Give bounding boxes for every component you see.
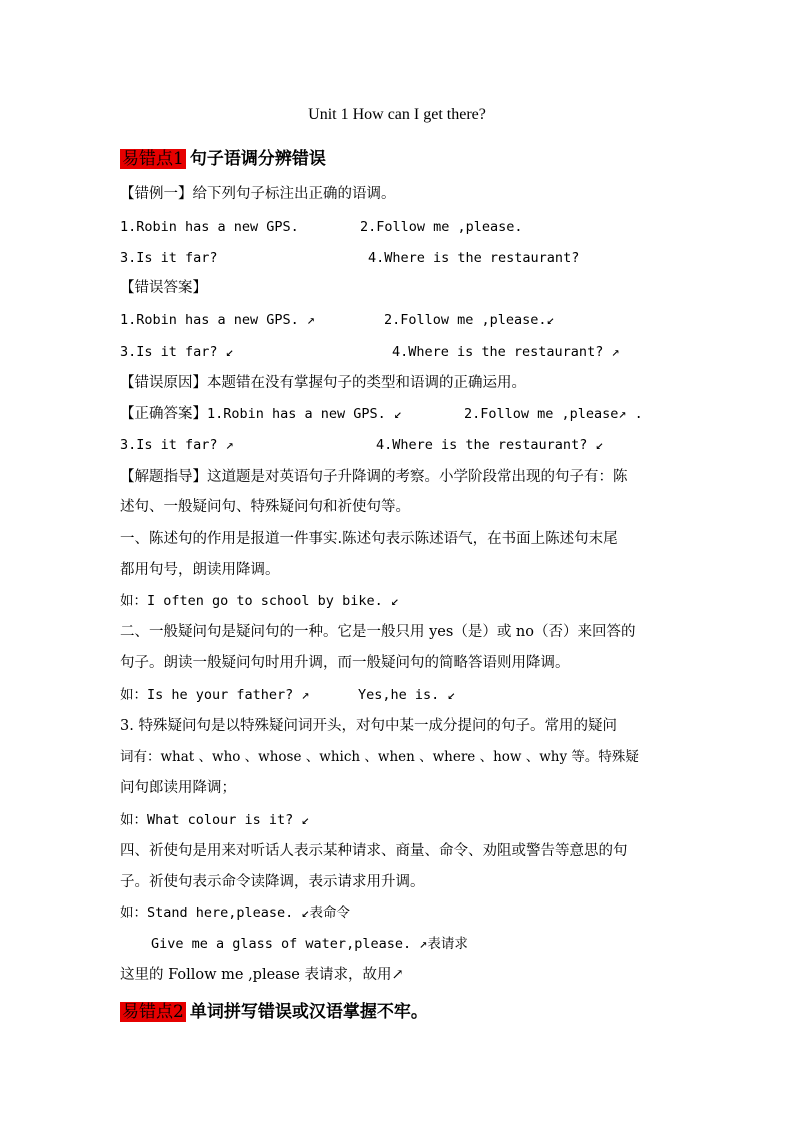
example-sentence-3: 3.Is it far? xyxy=(120,250,218,266)
example-label: 【错例一】给下列句子标注出正确的语调。 xyxy=(120,186,396,202)
example-sentence-1: 1.Robin has a new GPS. xyxy=(120,219,299,235)
correct-answer-label: 【正确答案】 xyxy=(120,406,207,422)
guide-paragraph-4c: 问句郎读用降调； xyxy=(120,780,236,796)
correct-answer-1: 1.Robin has a new GPS. ↙ xyxy=(207,406,403,422)
guide-example-5b: Give me a glass of water,please. ↗表请求 xyxy=(151,936,468,952)
section-tag: 易错点2 xyxy=(122,1002,184,1022)
correct-answer-3: 3.Is it far? ↗ xyxy=(120,437,234,453)
example-sentence-2: 2.Follow me ,please. xyxy=(360,219,523,235)
correct-answer-row-1 xyxy=(120,404,402,424)
guide-example-3b: Yes,he is. ↙ xyxy=(358,687,456,703)
example-sentence-4: 4.Where is the restaurant? xyxy=(368,250,580,266)
guide-paragraph-4b: 词有：what 、who 、whose 、which 、when 、where 、how 、why 等。特殊疑 xyxy=(120,749,639,765)
section-title: 单词拼写错误或汉语掌握不牢。 xyxy=(189,1002,428,1022)
section-tag: 易错点1 xyxy=(122,149,184,169)
wrong-answer-4: 4.Where is the restaurant? ↗ xyxy=(392,344,620,360)
section-heading-1 xyxy=(120,147,326,171)
guide-paragraph-3b: 句子。朗读一般疑问句时用升调，而一般疑问句的简略答语则用降调。 xyxy=(120,655,570,671)
guide-paragraph-3a: 二、一般疑问句是疑问句的一种。它是一般只用 yes（是）或 no（否）来回答的 xyxy=(120,624,636,640)
guide-example-2: 如：I often go to school by bike. ↙ xyxy=(120,593,399,609)
guide-paragraph-5a: 四、祈使句是用来对听话人表示某种请求、商量、命令、劝阻或警告等意思的句 xyxy=(120,843,628,859)
guide-paragraph-4a: 3. 特殊疑问句是以特殊疑问词开头，对句中某一成分提问的句子。常用的疑问 xyxy=(120,718,617,734)
guide-conclusion: 这里的 Follow me ,please 表请求，故用↗ xyxy=(120,967,404,983)
correct-answer-4: 4.Where is the restaurant? ↙ xyxy=(376,437,604,453)
wrong-answer-1: 1.Robin has a new GPS. ↗ xyxy=(120,312,316,328)
error-reason: 【错误原因】本题错在没有掌握句子的类型和语调的正确运用。 xyxy=(120,375,526,391)
guide-paragraph-5b: 子。祈使句表示命令读降调，表示请求用升调。 xyxy=(120,874,425,890)
wrong-answer-3: 3.Is it far? ↙ xyxy=(120,344,234,360)
guide-example-5a: 如：Stand here,please. ↙表命令 xyxy=(120,905,351,921)
wrong-answer-2: 2.Follow me ,please.↙ xyxy=(384,312,555,328)
guide-paragraph-2b: 都用句号，朗读用降调。 xyxy=(120,562,280,578)
guide-paragraph-1a: 【解题指导】这道题是对英语句子升降调的考察。小学阶段常出现的句子有：陈 xyxy=(120,469,628,485)
guide-paragraph-2a: 一、陈述句的作用是报道一件事实.陈述句表示陈述语气，在书面上陈述句末尾 xyxy=(120,531,618,547)
correct-answer-2: 2.Follow me ,please↗ . xyxy=(464,406,643,422)
wrong-answer-label: 【错误答案】 xyxy=(120,280,207,296)
guide-example-3a: 如：Is he your father? ↗ xyxy=(120,687,310,703)
section-heading-2 xyxy=(120,1000,428,1024)
guide-paragraph-1b: 述句、一般疑问句、特殊疑问句和祈使句等。 xyxy=(120,499,410,515)
section-title: 句子语调分辨错误 xyxy=(189,149,326,169)
page-title: Unit 1 How can I get there? xyxy=(308,106,486,123)
guide-example-4: 如：What colour is it? ↙ xyxy=(120,812,310,828)
